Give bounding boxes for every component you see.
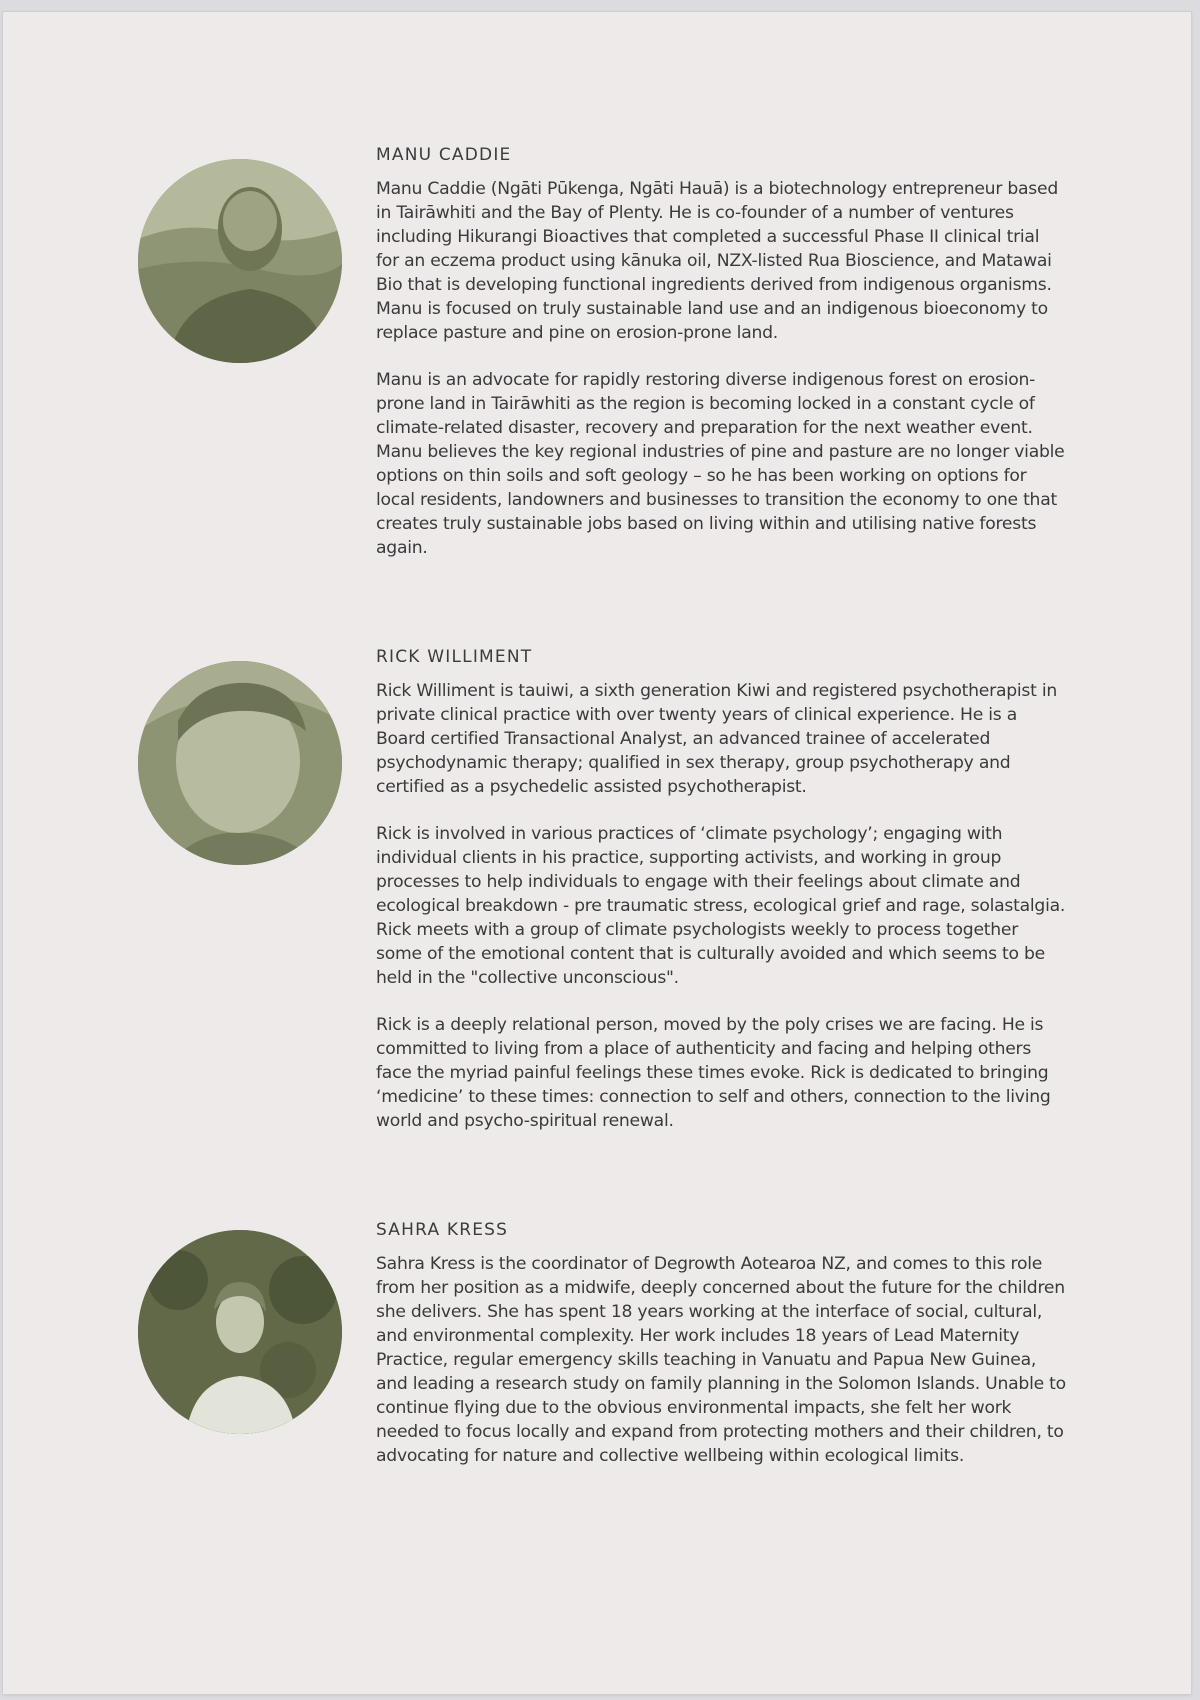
portrait-photo <box>138 1230 342 1434</box>
person-name: SAHRA KRESS <box>376 1220 509 1240</box>
portrait-photo <box>138 661 342 865</box>
person-name: RICK WILLIMENT <box>376 647 533 667</box>
bio-paragraph: Manu is an advocate for rapidly restoring diverse indigenous forest on erosion-prone land in Tairāwhiti as the region is becoming locked in a constant cycle of climate-related disaster, recovery and preparation for the next weather event. Manu believes the key regional industries of pine and pasture are no longer viable options on thin soils and soft geology – so he has been working on options for local residents, landowners and businesses to transition the economy to one that creates truly sustainable jobs based on living within and utilising native forests again. <box>376 370 1065 558</box>
bio-paragraph: Sahra Kress is the coordinator of Degrowth Aotearoa NZ, and comes to this role from her position as a midwife, deeply concerned about the future for the children she delivers. She has spent 18 years working at the interface of social, cultural, and environmental complexity. Her work includes 18 years of Lead Maternity Practice, regular emergency skills teaching in Vanuatu and Papua New Guinea, and leading a research study on family planning in the Solomon Islands. Unable to continue flying due to the obvious environmental impacts, she felt her work needed to focus locally and expand from protecting mothers and their children, to advocating for nature and collective wellbeing within ecological limits. <box>376 1254 1066 1466</box>
bio-paragraph: Rick is a deeply relational person, moved by the poly crises we are facing. He is committed to living from a place of authenticity and facing and helping others face the myriad painful feelings these times evoke. Rick is dedicated to bringing ‘medicine’ to these times: connection to self and others, connection to the living world and psycho-spiritual renewal. <box>376 1015 1051 1131</box>
person-name: MANU CADDIE <box>376 145 512 165</box>
bio-paragraph: Manu Caddie (Ngāti Pūkenga, Ngāti Hauā) is a biotechnology entrepreneur based in Tairāwhiti and the Bay of Plenty. He is co-founder of a number of ventures including Hikurangi Bioactives that completed a successful Phase II clinical trial for an eczema product using kānuka oil, NZX-listed Rua Bioscience, and Matawai Bio that is developing functional ingredients derived from indigenous organisms. Manu is focused on truly sustainable land use and an indigenous bioeconomy to replace pasture and pine on erosion-prone land. <box>376 179 1058 343</box>
bio-paragraph: Rick is involved in various practices of ‘climate psychology’; engaging with individual clients in his practice, supporting activists, and working in group processes to help individuals to engage with their feelings about climate and ecological breakdown - pre traumatic stress, ecological grief and rage, solastalgia. Rick meets with a group of climate psychologists weekly to process together some of the emotional content that is culturally avoided and which seems to be held in the "collective unconscious". <box>376 824 1066 988</box>
document-page <box>3 12 1191 1694</box>
bio-paragraph: Rick Williment is tauiwi, a sixth generation Kiwi and registered psychotherapist in private clinical practice with over twenty years of clinical experience. He is a Board certified Transactional Analyst, an advanced trainee of accelerated psychodynamic therapy; qualified in sex therapy, group psychotherapy and certified as a psychedelic assisted psychotherapist. <box>376 681 1057 797</box>
portrait-photo <box>138 159 342 363</box>
